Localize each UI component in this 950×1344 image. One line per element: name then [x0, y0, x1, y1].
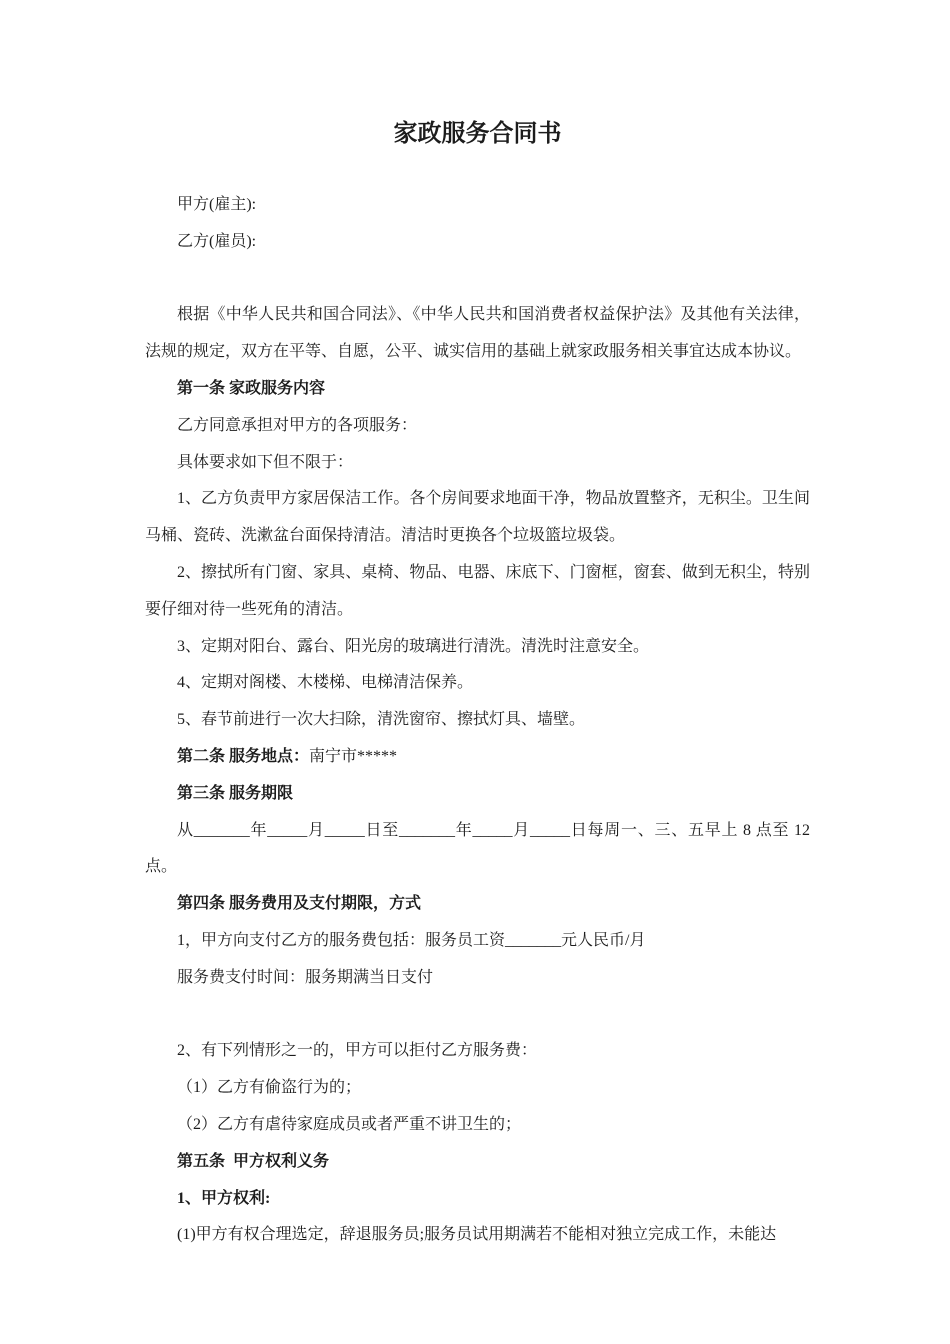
body-text: 甲方(雇主):	[177, 196, 257, 213]
body-text: 南宁市*****	[309, 747, 398, 765]
paragraph	[145, 555, 810, 629]
body-text: 从_______年_____月_____日至_______年_____月_____日每周一、三、五早上 8 点至 12 点。	[145, 821, 814, 876]
paragraph	[145, 665, 810, 702]
heading-text: 第一条 家政服务内容	[177, 379, 326, 397]
body-text: 服务费支付时间：服务期满当日支付	[177, 968, 434, 986]
document-body	[145, 187, 814, 1254]
paragraph	[145, 886, 810, 923]
blank-line	[145, 261, 810, 298]
body-text: 1，甲方向支付乙方的服务费包括：服务员工资_______元人民币/月	[177, 931, 646, 949]
heading-text: 1、甲方权利:	[177, 1189, 271, 1207]
heading-text: 第二条 服务地点：	[177, 747, 310, 765]
body-text: 2、有下列情形之一的，甲方可以拒付乙方服务费：	[177, 1042, 538, 1060]
body-text: 乙方同意承担对甲方的各项服务：	[177, 416, 418, 434]
paragraph	[145, 923, 810, 960]
body-text: 5、春节前进行一次大扫除，清洗窗帘、擦拭灯具、墙壁。	[177, 711, 586, 729]
paragraph	[145, 371, 810, 408]
heading-text: 第五条 甲方权利义务	[177, 1152, 330, 1170]
paragraph	[145, 1033, 810, 1070]
body-text: 具体要求如下但不限于：	[177, 453, 354, 471]
body-text: (1)甲方有权合理选定，辞退服务员;服务员试用期满若不能相对独立完成工作，未能达	[177, 1226, 777, 1244]
document-title: 家政服务合同书	[393, 121, 562, 147]
body-text: （2）乙方有虐待家庭成员或者严重不讲卫生的；	[177, 1115, 522, 1133]
body-text: （1）乙方有偷盗行为的；	[177, 1079, 362, 1097]
paragraph	[145, 445, 810, 482]
paragraph	[145, 187, 810, 224]
heading-text: 第三条 服务期限	[177, 784, 294, 802]
paragraph	[145, 1144, 810, 1181]
paragraph	[145, 960, 810, 997]
body-text: 根据《中华人民共和国合同法》、《中华人民共和国消费者权益保护法》及其他有关法律，法规的规定，双方在平等、自愿，公平、诚实信用的基础上就家政服务相关事宜达成本协议。	[145, 306, 810, 361]
paragraph	[145, 1107, 810, 1144]
paragraph	[145, 297, 810, 371]
blank-line	[145, 997, 810, 1034]
body-text: 4、定期对阁楼、木楼梯、电梯清洁保养。	[177, 674, 474, 692]
body-text: 1、乙方负责甲方家居保洁工作。各个房间要求地面干净，物品放置整齐，无积尘。卫生间马桶、瓷砖、洗漱盆台面保持清洁。清洁时更换各个垃圾篮垃圾袋。	[145, 490, 810, 545]
paragraph	[145, 813, 814, 887]
paragraph	[145, 629, 810, 666]
paragraph	[145, 408, 810, 445]
body-text: 3、定期对阳台、露台、阳光房的玻璃进行清洗。清洗时注意安全。	[177, 637, 650, 655]
paragraph	[145, 702, 810, 739]
heading-text: 第四条 服务费用及支付期限，方式	[177, 895, 422, 913]
paragraph	[145, 776, 810, 813]
paragraph	[145, 1217, 810, 1254]
paragraph	[145, 224, 810, 261]
paragraph	[145, 1181, 810, 1218]
body-text: 乙方(雇员):	[177, 232, 257, 250]
paragraph	[145, 739, 810, 776]
paragraph	[145, 1070, 810, 1107]
paragraph	[145, 481, 810, 555]
body-text: 2、擦拭所有门窗、家具、桌椅、物品、电器、床底下、门窗框，窗套、做到无积尘，特别要仔细对待一些死角的清洁。	[145, 563, 810, 618]
